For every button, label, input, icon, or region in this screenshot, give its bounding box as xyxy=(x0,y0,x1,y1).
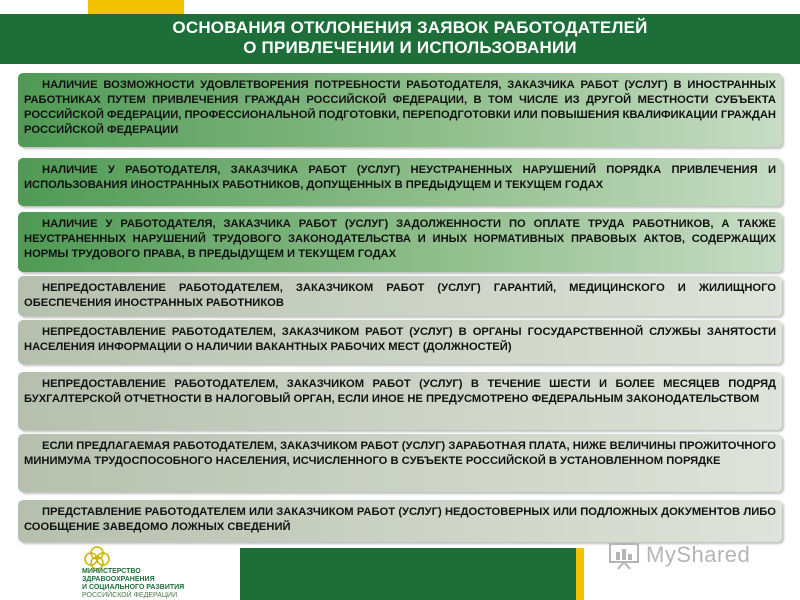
footer-green-block xyxy=(240,548,576,600)
reason-item-8 xyxy=(18,500,782,542)
reason-text: НАЛИЧИЕ ВОЗМОЖНОСТИ УДОВЛЕТВОРЕНИЯ ПОТРЕБНОСТИ РАБОТОДАТЕЛЯ, ЗАКАЗЧИКА РАБОТ (УСЛУГ) В ИНОСТРАННЫХ РАБОТНИКАХ ПУТЕМ ПРИВЛЕЧЕНИЯ ГРАЖДАН РОССИЙСКОЙ ФЕДЕРАЦИИ, В ТОМ ЧИСЛЕ ИЗ ДРУГОЙ МЕСТНОСТИ СУБЪЕКТА РОССИЙСКОЙ ФЕДЕРАЦИИ, ПРОФЕССИОНАЛЬНОЙ ПОДГОТОВКИ, ПЕРЕПОДГОТОВКИ ИЛИ ПОВЫШЕНИЯ КВАЛИФИКАЦИИ ГРАЖДАН РОССИЙСКОЙ ФЕДЕРАЦИИ xyxy=(24,79,776,136)
reason-text: НЕПРЕДОСТАВЛЕНИЕ РАБОТОДАТЕЛЕМ, ЗАКАЗЧИКОМ РАБОТ (УСЛУГ) ГАРАНТИЙ, МЕДИЦИНСКОГО И ЖИЛИЩНОГО ОБЕСПЕЧЕНИЯ ИНОСТРАННЫХ РАБОТНИКОВ xyxy=(24,282,776,309)
ministry-line-2: ЗДРАВООХРАНЕНИЯ xyxy=(82,576,155,583)
watermark xyxy=(608,538,778,578)
ministry-line-3: И СОЦИАЛЬНОГО РАЗВИТИЯ xyxy=(82,584,185,591)
presentation-chart-icon xyxy=(608,540,640,570)
reason-text: НЕПРЕДОСТАВЛЕНИЕ РАБОТОДАТЕЛЕМ, ЗАКАЗЧИКОМ РАБОТ (УСЛУГ) В ОРГАНЫ ГОСУДАРСТВЕННОЙ СЛУЖБЫ ЗАНЯТОСТИ НАСЕЛЕНИЯ ИНФОРМАЦИИ О НАЛИЧИИ ВАКАНТНЫХ РАБОЧИХ МЕСТ (ДОЛЖНОСТЕЙ) xyxy=(24,326,776,353)
top-accent-bar xyxy=(88,0,184,14)
reason-text: ПРЕДСТАВЛЕНИЕ РАБОТОДАТЕЛЕМ ИЛИ ЗАКАЗЧИКОМ РАБОТ (УСЛУГ) НЕДОСТОВЕРНЫХ ИЛИ ПОДЛОЖНЫХ ДОКУМЕНТОВ ЛИБО СООБЩЕНИЕ ЗАВЕДОМО ЛОЖНЫХ СВЕДЕНИЙ xyxy=(24,506,776,533)
reason-item-7 xyxy=(18,434,782,492)
title-line-1: ОСНОВАНИЯ ОТКЛОНЕНИЯ ЗАЯВОК РАБОТОДАТЕЛЕЙ xyxy=(172,18,648,37)
slide-header xyxy=(0,14,800,64)
reason-item-1 xyxy=(18,73,782,147)
footer-yellow-stripe xyxy=(576,548,584,600)
ministry-logo xyxy=(82,540,202,598)
reason-item-4 xyxy=(18,276,782,316)
reason-text: НЕПРЕДОСТАВЛЕНИЕ РАБОТОДАТЕЛЕМ, ЗАКАЗЧИКОМ РАБОТ (УСЛУГ) В ТЕЧЕНИЕ ШЕСТИ И БОЛЕЕ МЕСЯЦЕВ ПОДРЯД БУХГАЛТЕРСКОЙ ОТЧЕТНОСТИ В НАЛОГОВЫЙ ОРГАН, ЕСЛИ ИНОЕ НЕ ПРЕДУСМОТРЕНО ФЕДЕРАЛЬНЫМ ЗАКОНОДАТЕЛЬСТВОМ xyxy=(24,378,776,405)
slide-title xyxy=(150,18,670,58)
ministry-line-4: РОССИЙСКОЙ ФЕДЕРАЦИИ xyxy=(82,592,178,599)
reason-item-2 xyxy=(18,158,782,206)
ministry-name xyxy=(82,568,184,600)
watermark-text: MyShared xyxy=(646,542,751,567)
ministry-line-1: МИНИСТЕРСТВО xyxy=(82,568,141,575)
reason-text: НАЛИЧИЕ У РАБОТОДАТЕЛЯ, ЗАКАЗЧИКА РАБОТ (УСЛУГ) ЗАДОЛЖЕННОСТИ ПО ОПЛАТЕ ТРУДА РАБОТНИКОВ, А ТАКЖЕ НЕУСТРАНЕННЫХ НАРУШЕНИЙ ТРУДОВОГО ЗАКОНОДАТЕЛЬСТВА И ИНЫХ НОРМАТИВНЫХ ПРАВОВЫХ АКТОВ, СОДЕРЖАЩИХ НОРМЫ ТРУДОВОГО ПРАВА, В ПРЕДЫДУЩЕМ И ТЕКУЩЕМ ГОДАХ xyxy=(24,218,776,260)
reason-item-6 xyxy=(18,372,782,430)
title-line-2: О ПРИВЛЕЧЕНИИ И ИСПОЛЬЗОВАНИИ xyxy=(243,38,577,57)
reason-text: ЕСЛИ ПРЕДЛАГАЕМАЯ РАБОТОДАТЕЛЕМ, ЗАКАЗЧИКОМ РАБОТ (УСЛУГ) ЗАРАБОТНАЯ ПЛАТА, НИЖЕ ВЕЛИЧИНЫ ПРОЖИТОЧНОГО МИНИМУМА ТРУДОСПОСОБНОГО НАСЕЛЕНИЯ, ИСЧИСЛЕННОГО В СУБЪЕКТЕ РОССИЙСКОЙ В УСТАНОВЛЕННОМ ПОРЯДКЕ xyxy=(24,440,776,467)
reason-text: НАЛИЧИЕ У РАБОТОДАТЕЛЯ, ЗАКАЗЧИКА РАБОТ (УСЛУГ) НЕУСТРАНЕННЫХ НАРУШЕНИЙ ПОРЯДКА ПРИВЛЕЧЕНИЯ И ИСПОЛЬЗОВАНИЯ ИНОСТРАННЫХ РАБОТНИКОВ, ДОПУЩЕННЫХ В ПРЕДЫДУЩЕМ И ТЕКУЩЕМ ГОДАХ xyxy=(24,164,776,191)
reason-item-5 xyxy=(18,320,782,364)
reason-item-3 xyxy=(18,212,782,272)
